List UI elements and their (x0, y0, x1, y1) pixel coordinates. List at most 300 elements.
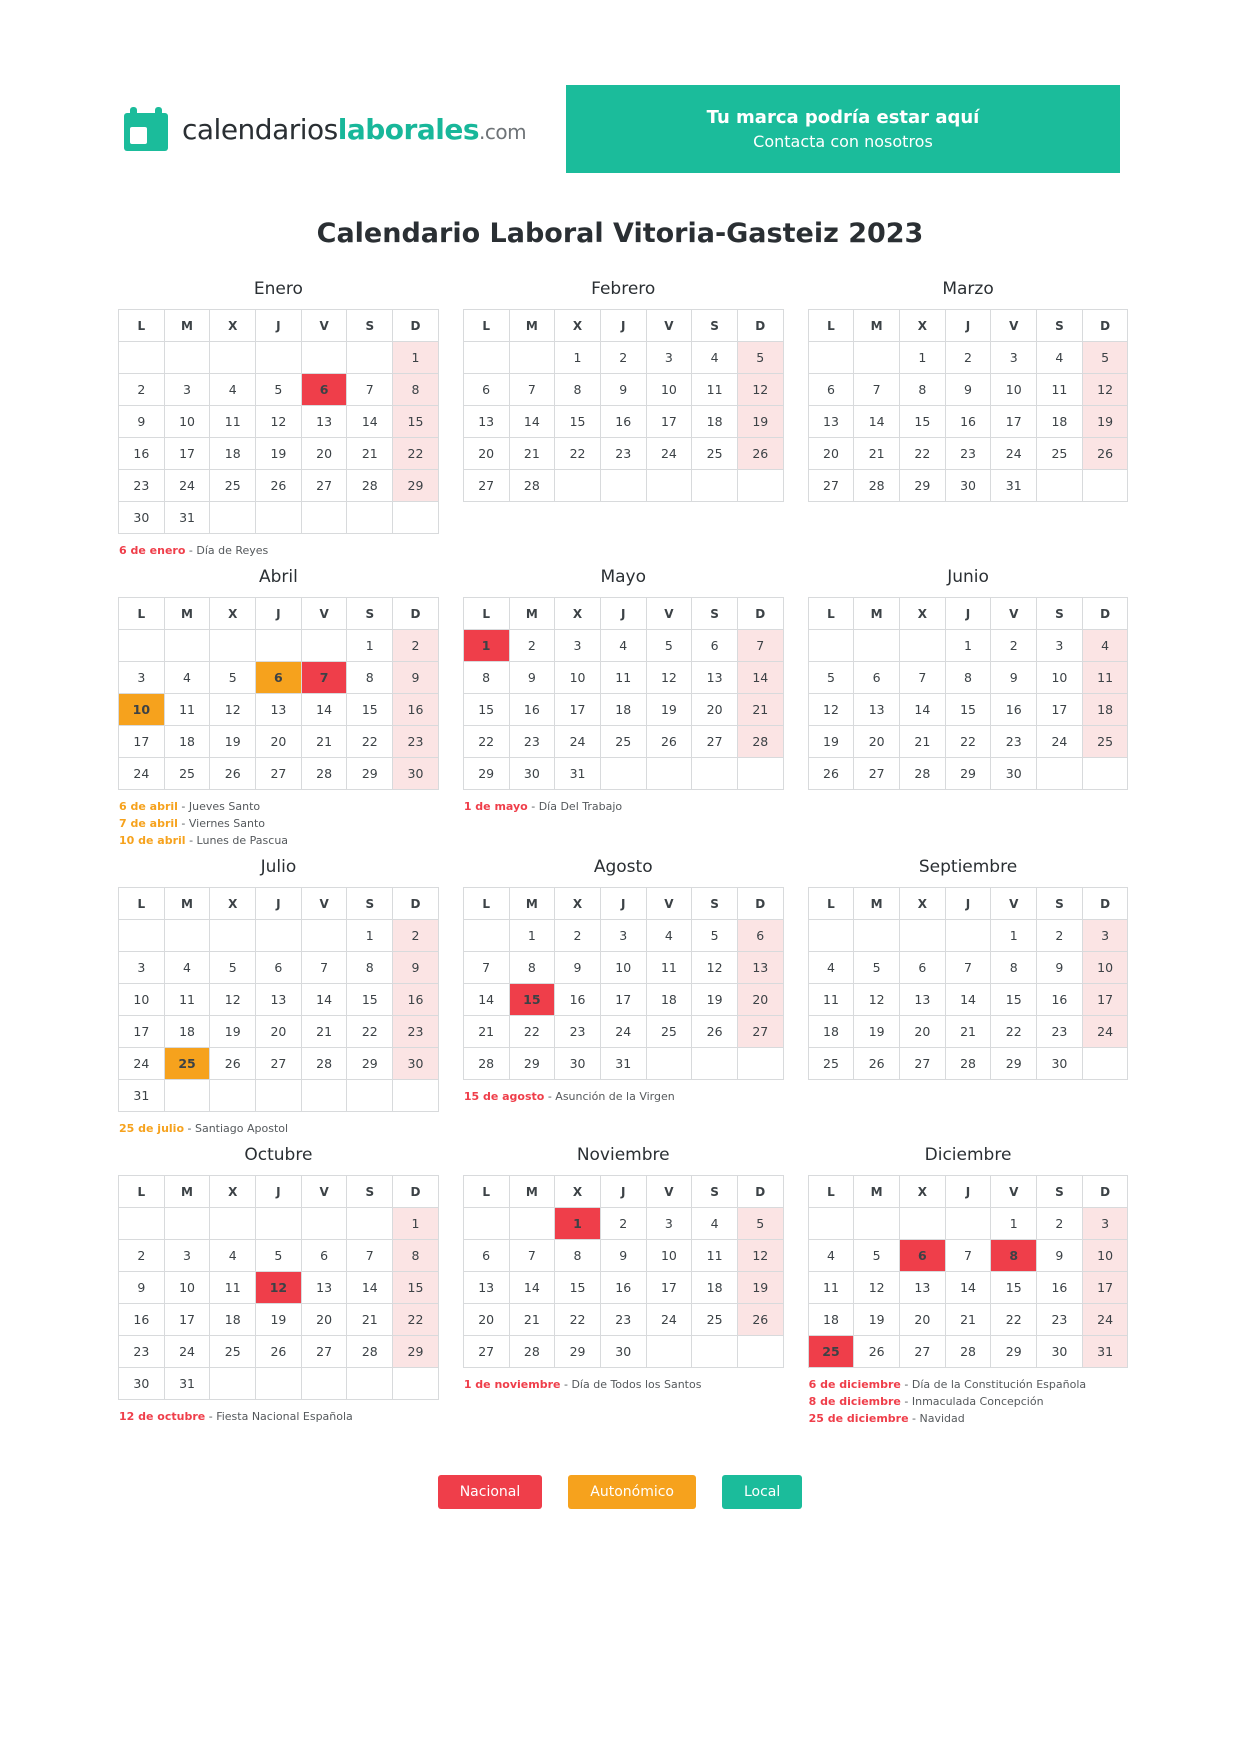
weekday-header: X (210, 598, 256, 630)
month-block (463, 279, 784, 559)
day-cell: 13 (900, 1272, 946, 1304)
day-cell: 13 (256, 694, 302, 726)
legend-item-nacional[interactable]: Nacional (438, 1475, 543, 1509)
day-cell: 11 (808, 1272, 854, 1304)
week-row (119, 502, 439, 534)
day-cell: 26 (646, 726, 692, 758)
day-cell: 20 (808, 438, 854, 470)
week-row (119, 1048, 439, 1080)
day-cell: 12 (256, 406, 302, 438)
site-logo[interactable] (120, 103, 527, 155)
day-cell: 7 (347, 1240, 393, 1272)
holiday-note-text: - Día Del Trabajo (527, 800, 623, 813)
holiday-note-text: - Día de Reyes (185, 544, 269, 557)
day-cell: 2 (509, 630, 555, 662)
day-cell: 9 (1037, 952, 1083, 984)
empty-cell (808, 630, 854, 662)
day-cell: 22 (509, 1016, 555, 1048)
day-cell: 21 (509, 438, 555, 470)
empty-cell (393, 1080, 439, 1112)
week-row (119, 1336, 439, 1368)
day-cell: 25 (210, 1336, 256, 1368)
day-cell: 24 (164, 470, 210, 502)
legend-item-autonómico[interactable]: Autonómico (568, 1475, 696, 1509)
week-row (463, 1208, 783, 1240)
day-cell: 27 (692, 726, 738, 758)
day-cell: 10 (119, 984, 165, 1016)
day-cell: 28 (463, 1048, 509, 1080)
month-name: Agosto (593, 857, 653, 877)
day-cell: 24 (555, 726, 601, 758)
empty-cell (301, 1080, 347, 1112)
weekday-header: V (646, 310, 692, 342)
day-cell: 14 (301, 694, 347, 726)
day-cell: 19 (808, 726, 854, 758)
day-cell: 24 (600, 1016, 646, 1048)
weekday-header: D (737, 888, 783, 920)
weekday-header: M (164, 1176, 210, 1208)
month-table (808, 887, 1129, 1080)
holiday-note (809, 1410, 1129, 1427)
day-cell: 6 (854, 662, 900, 694)
day-cell: 10 (1082, 952, 1128, 984)
day-cell: 2 (393, 630, 439, 662)
day-cell: 20 (854, 726, 900, 758)
day-cell: 18 (210, 1304, 256, 1336)
day-cell: 7 (301, 662, 347, 694)
day-cell: 30 (945, 470, 991, 502)
day-cell: 5 (692, 920, 738, 952)
empty-cell (210, 630, 256, 662)
day-cell: 1 (347, 630, 393, 662)
day-cell: 28 (301, 758, 347, 790)
empty-cell (119, 342, 165, 374)
day-cell: 4 (646, 920, 692, 952)
week-row (463, 726, 783, 758)
day-cell: 4 (164, 952, 210, 984)
day-cell: 20 (256, 726, 302, 758)
month-name: Junio (947, 567, 989, 587)
weekday-header: S (347, 1176, 393, 1208)
weekday-header: J (945, 598, 991, 630)
day-cell: 4 (164, 662, 210, 694)
day-cell: 6 (692, 630, 738, 662)
weekday-header: S (692, 310, 738, 342)
month-table (118, 597, 439, 790)
day-cell: 13 (808, 406, 854, 438)
day-cell: 17 (1082, 984, 1128, 1016)
day-cell: 25 (808, 1336, 854, 1368)
weekday-header: L (119, 598, 165, 630)
day-cell: 29 (991, 1336, 1037, 1368)
week-row (119, 662, 439, 694)
week-row (808, 438, 1128, 470)
day-cell: 16 (119, 438, 165, 470)
weekday-header: M (509, 888, 555, 920)
day-cell: 27 (854, 758, 900, 790)
day-cell: 10 (1037, 662, 1083, 694)
empty-cell (164, 342, 210, 374)
day-cell: 17 (600, 984, 646, 1016)
holiday-note-text: - Jueves Santo (177, 800, 261, 813)
day-cell: 27 (900, 1336, 946, 1368)
month-block (463, 857, 784, 1137)
day-cell: 4 (1082, 630, 1128, 662)
day-cell: 15 (945, 694, 991, 726)
week-row (808, 1208, 1128, 1240)
empty-cell (347, 502, 393, 534)
day-cell: 14 (945, 984, 991, 1016)
day-cell: 30 (509, 758, 555, 790)
holiday-notes (463, 1088, 784, 1105)
weekday-header: V (301, 598, 347, 630)
day-cell: 30 (119, 1368, 165, 1400)
day-cell: 29 (945, 758, 991, 790)
day-cell: 20 (463, 1304, 509, 1336)
week-row (808, 342, 1128, 374)
empty-cell (210, 920, 256, 952)
holiday-note (809, 1393, 1129, 1410)
empty-cell (301, 502, 347, 534)
week-row (463, 374, 783, 406)
day-cell: 22 (463, 726, 509, 758)
month-name: Septiembre (918, 857, 1018, 877)
day-cell: 22 (945, 726, 991, 758)
day-cell: 10 (119, 694, 165, 726)
day-cell: 7 (900, 662, 946, 694)
holiday-notes (463, 1376, 784, 1393)
empty-cell (393, 502, 439, 534)
empty-cell (692, 470, 738, 502)
day-cell: 3 (119, 952, 165, 984)
holiday-note-text: - Día de Todos los Santos (560, 1378, 702, 1391)
day-cell: 3 (646, 342, 692, 374)
weekday-header: D (393, 310, 439, 342)
day-cell: 11 (210, 1272, 256, 1304)
empty-cell (692, 1336, 738, 1368)
holiday-note-date: 8 de diciembre (808, 1395, 901, 1408)
empty-cell (393, 1368, 439, 1400)
day-cell: 14 (463, 984, 509, 1016)
empty-cell (737, 1336, 783, 1368)
week-row (119, 726, 439, 758)
week-row (119, 694, 439, 726)
day-cell: 9 (119, 1272, 165, 1304)
day-cell: 15 (991, 1272, 1037, 1304)
day-cell: 14 (737, 662, 783, 694)
day-cell: 24 (646, 1304, 692, 1336)
empty-cell (737, 470, 783, 502)
page-title: Calendario Laboral Vitoria-Gasteiz 2023 (316, 218, 924, 249)
ad-banner[interactable] (566, 85, 1120, 173)
day-cell: 25 (1082, 726, 1128, 758)
day-cell: 8 (347, 952, 393, 984)
holiday-note-text: - Viernes Santo (177, 817, 266, 830)
day-cell: 12 (854, 1272, 900, 1304)
day-cell: 27 (808, 470, 854, 502)
holiday-notes (118, 1120, 439, 1137)
day-cell: 19 (1082, 406, 1128, 438)
day-cell: 25 (210, 470, 256, 502)
day-cell: 30 (555, 1048, 601, 1080)
month-block (118, 857, 439, 1137)
day-cell: 26 (854, 1336, 900, 1368)
day-cell: 20 (301, 1304, 347, 1336)
day-cell: 1 (347, 920, 393, 952)
day-cell: 22 (991, 1304, 1037, 1336)
day-cell: 23 (991, 726, 1037, 758)
month-table (118, 1175, 439, 1400)
day-cell: 25 (692, 438, 738, 470)
week-row (463, 630, 783, 662)
week-row (808, 758, 1128, 790)
day-cell: 18 (692, 406, 738, 438)
weekday-header: S (1037, 310, 1083, 342)
day-cell: 23 (509, 726, 555, 758)
empty-cell (600, 470, 646, 502)
day-cell: 22 (393, 1304, 439, 1336)
week-row (808, 1272, 1128, 1304)
month-block (808, 857, 1129, 1137)
week-row (463, 1240, 783, 1272)
day-cell: 13 (692, 662, 738, 694)
empty-cell (301, 1208, 347, 1240)
holiday-note (119, 832, 439, 849)
weekday-header: M (164, 598, 210, 630)
empty-cell (900, 630, 946, 662)
week-row (119, 984, 439, 1016)
weekday-header: L (808, 1176, 854, 1208)
day-cell: 4 (692, 342, 738, 374)
day-cell: 19 (854, 1016, 900, 1048)
weekday-header: L (808, 888, 854, 920)
month-block (463, 1145, 784, 1427)
weekday-header: M (854, 310, 900, 342)
empty-cell (900, 920, 946, 952)
day-cell: 15 (555, 406, 601, 438)
day-cell: 25 (600, 726, 646, 758)
holiday-note-date: 10 de abril (119, 834, 186, 847)
legend-item-local[interactable]: Local (722, 1475, 802, 1509)
empty-cell (646, 1048, 692, 1080)
weekday-header: X (210, 310, 256, 342)
day-cell: 22 (555, 1304, 601, 1336)
empty-cell (301, 1368, 347, 1400)
empty-cell (808, 920, 854, 952)
day-cell: 16 (1037, 1272, 1083, 1304)
day-cell: 4 (1037, 342, 1083, 374)
day-cell: 6 (256, 662, 302, 694)
day-cell: 29 (347, 1048, 393, 1080)
weekday-header: S (692, 888, 738, 920)
weekday-header: J (600, 598, 646, 630)
holiday-notes (118, 542, 439, 559)
day-cell: 10 (1082, 1240, 1128, 1272)
day-cell: 17 (646, 1272, 692, 1304)
weekday-header: D (393, 598, 439, 630)
week-row (119, 1080, 439, 1112)
day-cell: 29 (393, 470, 439, 502)
day-cell: 28 (945, 1048, 991, 1080)
day-cell: 14 (854, 406, 900, 438)
empty-cell (256, 342, 302, 374)
empty-cell (119, 920, 165, 952)
day-cell: 5 (256, 374, 302, 406)
holiday-note-date: 12 de octubre (119, 1410, 206, 1423)
day-cell: 6 (463, 1240, 509, 1272)
weekday-header: M (854, 888, 900, 920)
holiday-note-date: 1 de mayo (463, 800, 528, 813)
week-row (119, 920, 439, 952)
day-cell: 20 (256, 1016, 302, 1048)
day-cell: 4 (210, 1240, 256, 1272)
day-cell: 2 (600, 1208, 646, 1240)
day-cell: 21 (854, 438, 900, 470)
day-cell: 16 (1037, 984, 1083, 1016)
week-row (463, 438, 783, 470)
week-row (119, 952, 439, 984)
day-cell: 15 (393, 406, 439, 438)
day-cell: 9 (509, 662, 555, 694)
empty-cell (737, 1048, 783, 1080)
empty-cell (256, 1080, 302, 1112)
empty-cell (463, 920, 509, 952)
day-cell: 1 (555, 1208, 601, 1240)
day-cell: 2 (119, 374, 165, 406)
weekday-header: D (1082, 888, 1128, 920)
weekday-header: V (991, 598, 1037, 630)
day-cell: 5 (854, 1240, 900, 1272)
day-cell: 23 (945, 438, 991, 470)
day-cell: 28 (737, 726, 783, 758)
week-row (808, 1304, 1128, 1336)
day-cell: 5 (737, 342, 783, 374)
day-cell: 16 (600, 1272, 646, 1304)
day-cell: 3 (1082, 1208, 1128, 1240)
day-cell: 20 (301, 438, 347, 470)
week-row (808, 662, 1128, 694)
day-cell: 5 (854, 952, 900, 984)
week-row (119, 1272, 439, 1304)
empty-cell (808, 1208, 854, 1240)
weekday-header: S (347, 598, 393, 630)
holiday-note-date: 6 de abril (119, 800, 178, 813)
day-cell: 15 (463, 694, 509, 726)
empty-cell (210, 342, 256, 374)
empty-cell (347, 1368, 393, 1400)
day-cell: 5 (646, 630, 692, 662)
day-cell: 29 (509, 1048, 555, 1080)
day-cell: 17 (164, 438, 210, 470)
day-cell: 3 (991, 342, 1037, 374)
day-cell: 4 (808, 1240, 854, 1272)
day-cell: 14 (945, 1272, 991, 1304)
day-cell: 9 (119, 406, 165, 438)
day-cell: 2 (991, 630, 1037, 662)
weekday-header: M (854, 1176, 900, 1208)
empty-cell (737, 758, 783, 790)
week-row (119, 406, 439, 438)
week-row (808, 694, 1128, 726)
day-cell: 17 (119, 1016, 165, 1048)
week-row (808, 952, 1128, 984)
day-cell: 31 (164, 1368, 210, 1400)
holiday-note-text: - Navidad (908, 1412, 965, 1425)
empty-cell (555, 470, 601, 502)
day-cell: 7 (463, 952, 509, 984)
day-cell: 8 (555, 1240, 601, 1272)
day-cell: 10 (164, 406, 210, 438)
weekday-header: J (256, 310, 302, 342)
day-cell: 15 (347, 694, 393, 726)
weekday-header: V (991, 888, 1037, 920)
day-cell: 3 (164, 374, 210, 406)
holiday-note-date: 25 de julio (119, 1122, 185, 1135)
day-cell: 15 (900, 406, 946, 438)
empty-cell (256, 502, 302, 534)
empty-cell (509, 1208, 555, 1240)
day-cell: 8 (393, 1240, 439, 1272)
day-cell: 1 (463, 630, 509, 662)
day-cell: 17 (555, 694, 601, 726)
week-row (463, 984, 783, 1016)
empty-cell (854, 342, 900, 374)
month-block (463, 567, 784, 849)
day-cell: 31 (600, 1048, 646, 1080)
day-cell: 6 (463, 374, 509, 406)
day-cell: 6 (301, 374, 347, 406)
week-row (808, 470, 1128, 502)
page-header (0, 0, 1240, 173)
day-cell: 13 (900, 984, 946, 1016)
day-cell: 12 (210, 984, 256, 1016)
weekday-header: S (1037, 1176, 1083, 1208)
day-cell: 26 (210, 758, 256, 790)
day-cell: 25 (1037, 438, 1083, 470)
month-table (463, 309, 784, 502)
day-cell: 13 (737, 952, 783, 984)
month-table (463, 887, 784, 1080)
weekday-header: V (991, 310, 1037, 342)
day-cell: 25 (164, 1048, 210, 1080)
weekday-header: D (1082, 310, 1128, 342)
weekday-header: L (808, 598, 854, 630)
week-row (463, 1304, 783, 1336)
legend (0, 1475, 1240, 1509)
week-row (463, 758, 783, 790)
day-cell: 9 (945, 374, 991, 406)
day-cell: 6 (808, 374, 854, 406)
logo-text-part3: .com (478, 119, 527, 144)
day-cell: 9 (1037, 1240, 1083, 1272)
empty-cell (164, 1208, 210, 1240)
empty-cell (646, 470, 692, 502)
day-cell: 22 (347, 726, 393, 758)
week-row (808, 1016, 1128, 1048)
day-cell: 18 (164, 726, 210, 758)
day-cell: 25 (164, 758, 210, 790)
day-cell: 16 (600, 406, 646, 438)
day-cell: 8 (900, 374, 946, 406)
empty-cell (119, 630, 165, 662)
week-row (463, 1272, 783, 1304)
day-cell: 30 (119, 502, 165, 534)
empty-cell (692, 758, 738, 790)
week-row (463, 1048, 783, 1080)
day-cell: 21 (945, 1016, 991, 1048)
holiday-note-text: - Inmaculada Concepción (900, 1395, 1044, 1408)
day-cell: 15 (991, 984, 1037, 1016)
